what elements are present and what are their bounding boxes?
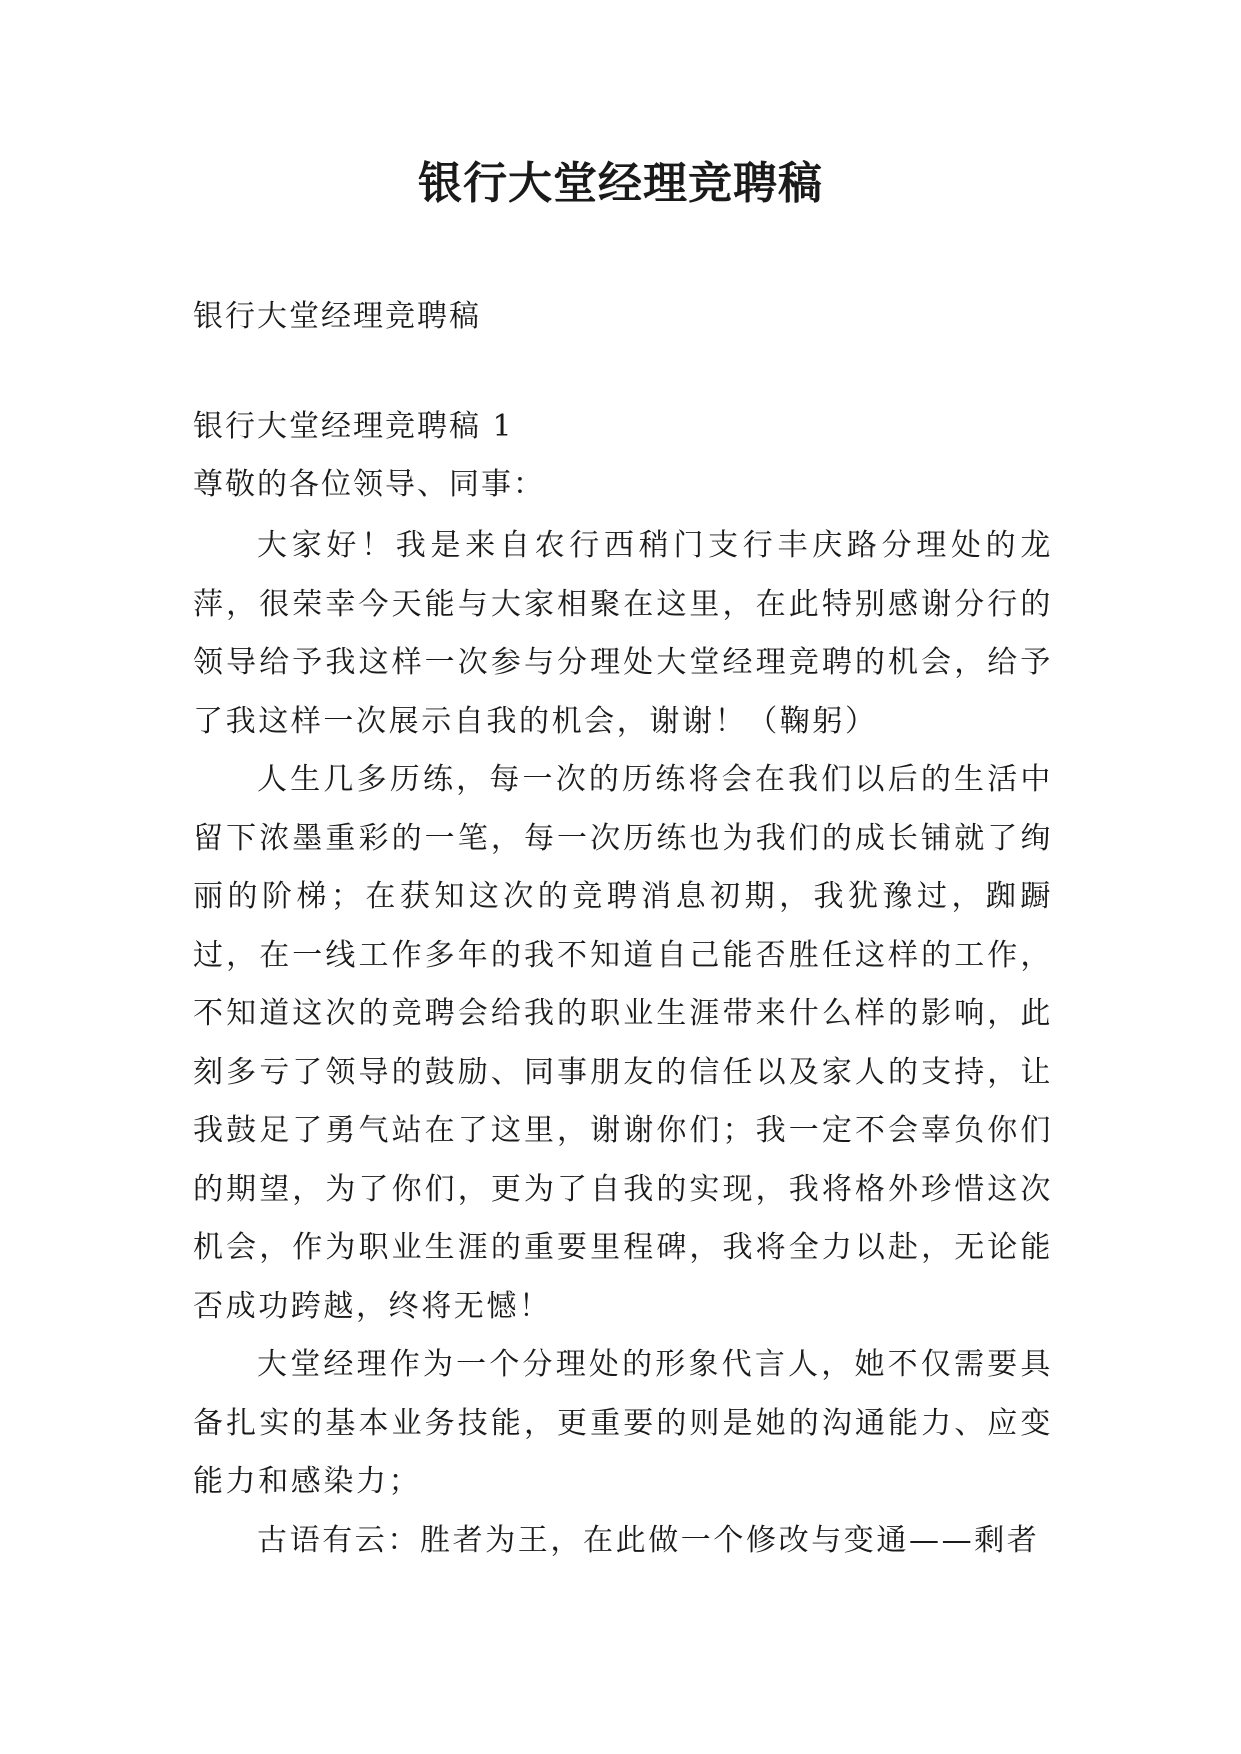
section-heading: 银行大堂经理竞聘稿 1 xyxy=(193,409,514,444)
paragraph: 古语有云：胜者为王，在此做一个修改与变通——剩者 xyxy=(257,1522,1040,1558)
body-text xyxy=(193,517,1053,1570)
paragraph: 人生几多历练，每一次的历练将会在我们以后的生活中留下浓墨重彩的一笔，每一次历练也为我们的成长铺就了绚丽的阶梯；在获知这次的竞聘消息初期，我犹豫过，踟蹰过，在一线工作多年的我不知道自己能否胜任这样的工作，不知道这次的竞聘会给我的职业生涯带来什么样的影响，此刻多亏了领导的鼓励、同事朋友的信任以及家人的支持，让我鼓足了勇气站在了这里，谢谢你们；我一定不会辜负你们的期望，为了你们，更为了自我的实现，我将格外珍惜这次机会，作为职业生涯的重要里程碑，我将全力以赴，无论能否成功跨越，终将无憾！ xyxy=(193,762,1053,1324)
document-title: 银行大堂经理竞聘稿 xyxy=(418,158,823,209)
paragraph: 大家好！我是来自农行西稍门支行丰庆路分理处的龙萍，很荣幸今天能与大家相聚在这里，在此特别感谢分行的领导给予我这样一次参与分理处大堂经理竞聘的机会，给予了我这样一次展示自我的机会，谢谢！（鞠躬） xyxy=(193,528,1053,739)
document-subtitle: 银行大堂经理竞聘稿 xyxy=(193,299,481,334)
paragraph: 大堂经理作为一个分理处的形象代言人，她不仅需要具备扎实的基本业务技能，更重要的则是她的沟通能力、应变能力和感染力； xyxy=(193,1347,1053,1499)
salutation: 尊敬的各位领导、同事： xyxy=(193,467,545,502)
